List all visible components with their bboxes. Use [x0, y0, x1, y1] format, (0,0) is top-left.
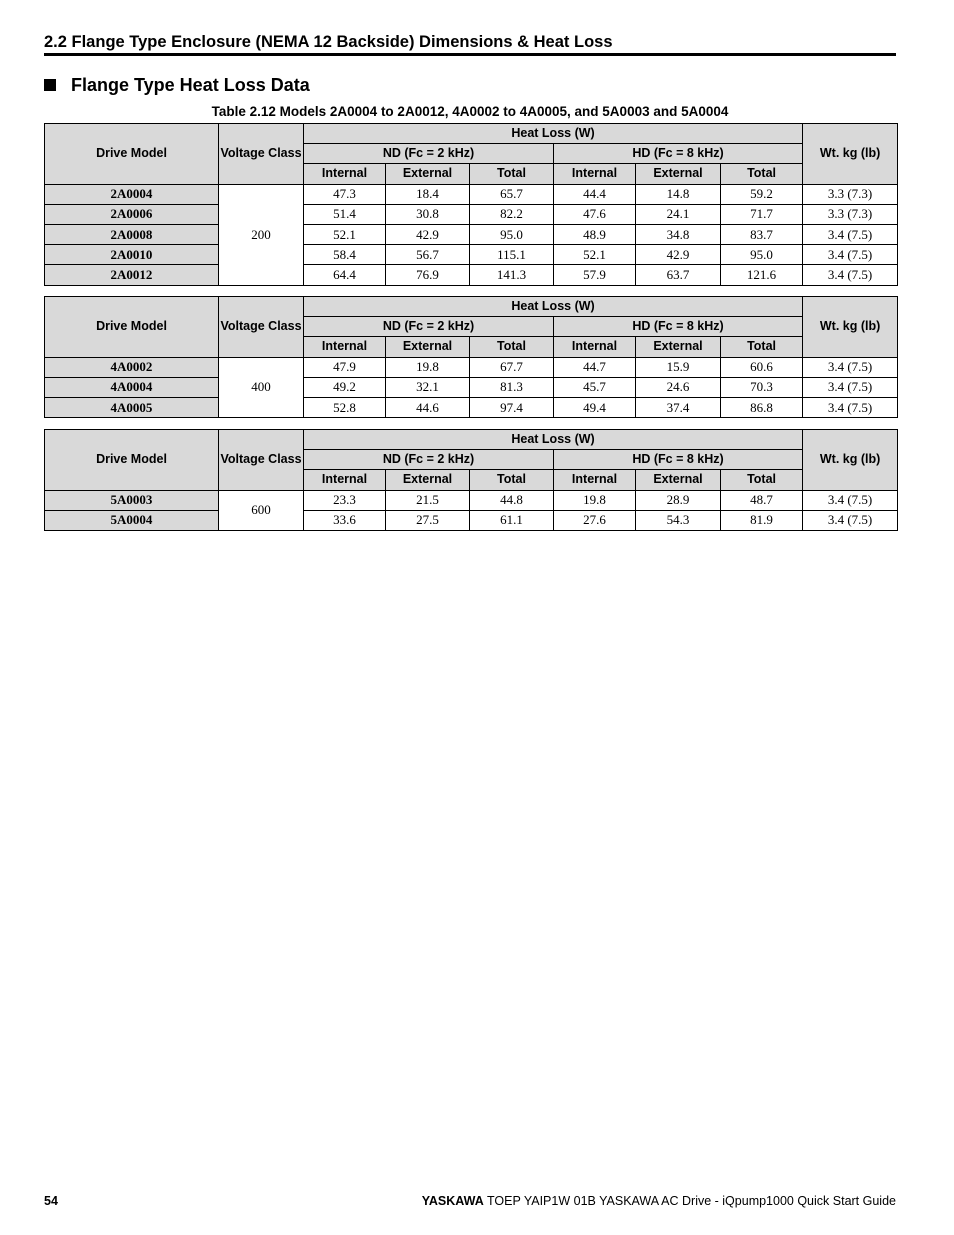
nd-external-cell: 42.9	[386, 224, 470, 244]
hd-total-cell: 83.7	[721, 224, 803, 244]
hd-external-cell: 37.4	[636, 397, 721, 417]
weight-cell: 3.4 (7.5)	[803, 490, 898, 510]
nd-total-header: Total	[470, 470, 554, 490]
heat-loss-header: Heat Loss (W)	[304, 430, 803, 450]
table-row	[45, 224, 898, 244]
nd-total-cell: 44.8	[470, 490, 554, 510]
drive-model-cell: 2A0010	[45, 245, 219, 265]
weight-header: Wt. kg (lb)	[803, 124, 898, 185]
heat-loss-table-400v	[44, 296, 898, 418]
hd-internal-cell: 27.6	[554, 510, 636, 530]
drive-model-header: Drive Model	[45, 124, 219, 185]
voltage-class-cell: 400	[219, 357, 304, 418]
hd-total-header: Total	[721, 164, 803, 184]
header-row-1	[45, 297, 898, 317]
nd-total-cell: 141.3	[470, 265, 554, 285]
heat-loss-table-200v	[44, 123, 898, 286]
weight-header: Wt. kg (lb)	[803, 297, 898, 358]
nd-total-header: Total	[470, 337, 554, 357]
drive-model-cell: 2A0012	[45, 265, 219, 285]
nd-total-cell: 115.1	[470, 245, 554, 265]
hd-total-cell: 60.6	[721, 357, 803, 377]
nd-internal-cell: 52.8	[304, 397, 386, 417]
hd-total-cell: 81.9	[721, 510, 803, 530]
drive-model-cell: 5A0003	[45, 490, 219, 510]
hd-total-cell: 59.2	[721, 184, 803, 204]
hd-external-cell: 63.7	[636, 265, 721, 285]
hd-internal-cell: 44.7	[554, 357, 636, 377]
voltage-class-cell: 600	[219, 490, 304, 530]
nd-internal-header: Internal	[304, 470, 386, 490]
hd-external-header: External	[636, 164, 721, 184]
nd-internal-header: Internal	[304, 164, 386, 184]
weight-cell: 3.4 (7.5)	[803, 510, 898, 530]
nd-total-cell: 97.4	[470, 397, 554, 417]
hd-external-cell: 14.8	[636, 184, 721, 204]
hd-header: HD (Fc = 8 kHz)	[554, 317, 803, 337]
weight-cell: 3.3 (7.3)	[803, 204, 898, 224]
weight-cell: 3.4 (7.5)	[803, 265, 898, 285]
hd-external-cell: 24.1	[636, 204, 721, 224]
voltage-class-cell: 200	[219, 184, 304, 285]
hd-external-cell: 24.6	[636, 377, 721, 397]
hd-total-header: Total	[721, 470, 803, 490]
nd-header: ND (Fc = 2 kHz)	[304, 450, 554, 470]
nd-external-cell: 32.1	[386, 377, 470, 397]
table-caption: Table 2.12 Models 2A0004 to 2A0012, 4A0002 to 4A0005, and 5A0003 and 5A0004	[211, 104, 729, 119]
hd-total-cell: 71.7	[721, 204, 803, 224]
drive-model-cell: 5A0004	[45, 510, 219, 530]
weight-header: Wt. kg (lb)	[803, 430, 898, 491]
nd-internal-cell: 51.4	[304, 204, 386, 224]
nd-external-cell: 30.8	[386, 204, 470, 224]
hd-internal-header: Internal	[554, 164, 636, 184]
heat-loss-header: Heat Loss (W)	[304, 297, 803, 317]
table-row	[45, 184, 898, 204]
table-row	[45, 357, 898, 377]
table-row	[45, 510, 898, 530]
nd-internal-cell: 49.2	[304, 377, 386, 397]
heat-loss-table-600v	[44, 429, 898, 531]
section-title	[44, 74, 310, 96]
weight-cell: 3.4 (7.5)	[803, 397, 898, 417]
nd-external-cell: 19.8	[386, 357, 470, 377]
drive-model-header: Drive Model	[45, 297, 219, 358]
nd-internal-cell: 23.3	[304, 490, 386, 510]
nd-internal-cell: 47.3	[304, 184, 386, 204]
hd-internal-cell: 44.4	[554, 184, 636, 204]
hd-internal-cell: 49.4	[554, 397, 636, 417]
page-number: 54	[44, 1194, 58, 1208]
hd-total-cell: 121.6	[721, 265, 803, 285]
nd-external-header: External	[386, 470, 470, 490]
hd-external-cell: 15.9	[636, 357, 721, 377]
hd-total-cell: 70.3	[721, 377, 803, 397]
nd-header: ND (Fc = 2 kHz)	[304, 317, 554, 337]
hd-header: HD (Fc = 8 kHz)	[554, 450, 803, 470]
table-row	[45, 490, 898, 510]
nd-external-cell: 44.6	[386, 397, 470, 417]
hd-header: HD (Fc = 8 kHz)	[554, 144, 803, 164]
weight-cell: 3.4 (7.5)	[803, 224, 898, 244]
hd-external-cell: 28.9	[636, 490, 721, 510]
section-title-text: Flange Type Heat Loss Data	[71, 75, 310, 95]
nd-internal-cell: 33.6	[304, 510, 386, 530]
hd-internal-cell: 45.7	[554, 377, 636, 397]
hd-external-header: External	[636, 470, 721, 490]
nd-internal-cell: 47.9	[304, 357, 386, 377]
hd-total-header: Total	[721, 337, 803, 357]
drive-model-cell: 4A0004	[45, 377, 219, 397]
nd-header: ND (Fc = 2 kHz)	[304, 144, 554, 164]
nd-external-cell: 56.7	[386, 245, 470, 265]
hd-internal-cell: 57.9	[554, 265, 636, 285]
drive-model-header: Drive Model	[45, 430, 219, 491]
nd-external-cell: 21.5	[386, 490, 470, 510]
drive-model-cell: 2A0008	[45, 224, 219, 244]
section-bullet-icon	[44, 79, 56, 91]
nd-total-cell: 95.0	[470, 224, 554, 244]
drive-model-cell: 4A0002	[45, 357, 219, 377]
nd-external-cell: 27.5	[386, 510, 470, 530]
nd-external-cell: 18.4	[386, 184, 470, 204]
hd-internal-cell: 19.8	[554, 490, 636, 510]
hd-total-cell: 86.8	[721, 397, 803, 417]
voltage-class-header: Voltage Class	[219, 124, 304, 185]
hd-total-cell: 95.0	[721, 245, 803, 265]
table-row	[45, 377, 898, 397]
table-row	[45, 245, 898, 265]
nd-total-cell: 67.7	[470, 357, 554, 377]
table-row	[45, 204, 898, 224]
nd-internal-cell: 58.4	[304, 245, 386, 265]
nd-external-header: External	[386, 164, 470, 184]
nd-total-cell: 65.7	[470, 184, 554, 204]
hd-external-cell: 34.8	[636, 224, 721, 244]
hd-internal-cell: 48.9	[554, 224, 636, 244]
drive-model-cell: 4A0005	[45, 397, 219, 417]
nd-external-cell: 76.9	[386, 265, 470, 285]
weight-cell: 3.4 (7.5)	[803, 357, 898, 377]
nd-total-header: Total	[470, 164, 554, 184]
table-row	[45, 397, 898, 417]
nd-internal-cell: 64.4	[304, 265, 386, 285]
weight-cell: 3.3 (7.3)	[803, 184, 898, 204]
hd-internal-header: Internal	[554, 337, 636, 357]
heat-loss-header: Heat Loss (W)	[304, 124, 803, 144]
nd-total-cell: 61.1	[470, 510, 554, 530]
header-row-1	[45, 124, 898, 144]
page-header-title: 2.2 Flange Type Enclosure (NEMA 12 Backside) Dimensions & Heat Loss	[44, 33, 613, 51]
hd-external-cell: 42.9	[636, 245, 721, 265]
footer-brand: YASKAWA	[421, 1194, 484, 1208]
hd-total-cell: 48.7	[721, 490, 803, 510]
voltage-class-header: Voltage Class	[219, 430, 304, 491]
hd-internal-cell: 47.6	[554, 204, 636, 224]
nd-internal-header: Internal	[304, 337, 386, 357]
weight-cell: 3.4 (7.5)	[803, 377, 898, 397]
hd-internal-cell: 52.1	[554, 245, 636, 265]
footer-document-title	[422, 1194, 896, 1209]
weight-cell: 3.4 (7.5)	[803, 245, 898, 265]
footer-doc-text: TOEP YAIP1W 01B YASKAWA AC Drive - iQpump1000 Quick Start Guide	[483, 1194, 896, 1208]
hd-internal-header: Internal	[554, 470, 636, 490]
drive-model-cell: 2A0006	[45, 204, 219, 224]
table-row	[45, 265, 898, 285]
page-header	[44, 32, 896, 56]
nd-external-header: External	[386, 337, 470, 357]
nd-total-cell: 81.3	[470, 377, 554, 397]
nd-total-cell: 82.2	[470, 204, 554, 224]
nd-internal-cell: 52.1	[304, 224, 386, 244]
hd-external-header: External	[636, 337, 721, 357]
header-row-1	[45, 430, 898, 450]
hd-external-cell: 54.3	[636, 510, 721, 530]
drive-model-cell: 2A0004	[45, 184, 219, 204]
voltage-class-header: Voltage Class	[219, 297, 304, 358]
